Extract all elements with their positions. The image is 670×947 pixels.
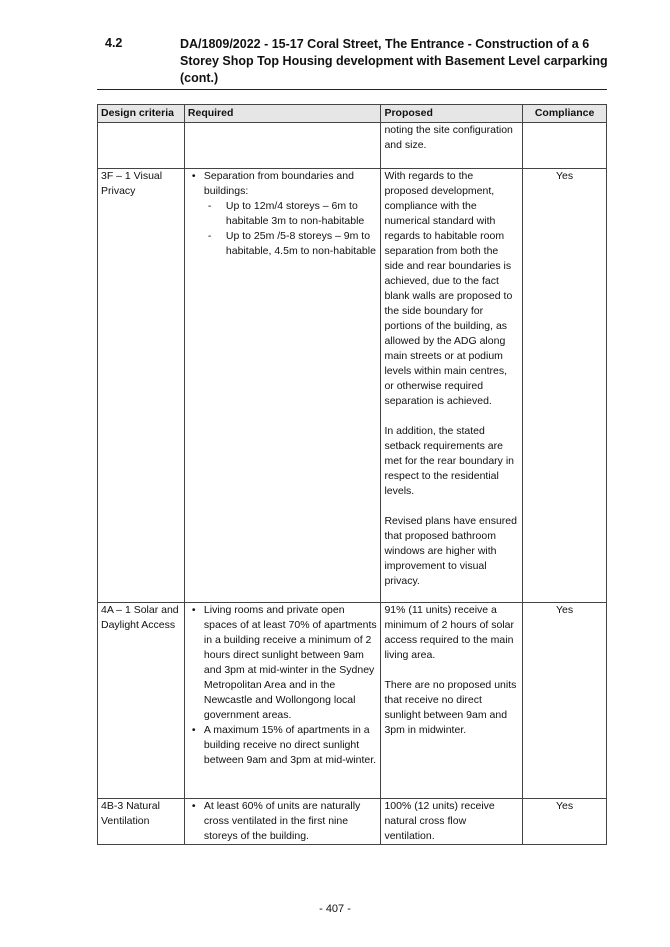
- proposed-text: 91% (11 units) receive a minimum of 2 hours of solar access required to the main living area.: [384, 604, 515, 661]
- proposed-text: Revised plans have ensured that proposed bathroom windows are higher with improvement to visual privacy.: [384, 515, 517, 587]
- required-cell: [184, 603, 381, 799]
- compliance-cell: Yes: [523, 799, 607, 845]
- proposed-cell: [381, 169, 523, 603]
- compliance-cell: Yes: [523, 169, 607, 603]
- table-row: [98, 169, 607, 603]
- header-required: Required: [184, 105, 381, 123]
- required-text: Separation from boundaries and buildings:: [203, 170, 354, 197]
- section-title: DA/1809/2022 - 15-17 Coral Street, The Entrance - Construction of a 6 Storey Shop Top Housing development with Basement Level carparking (cont.): [180, 37, 608, 85]
- criteria-cell: 4B-3 Natural Ventilation: [98, 799, 185, 845]
- section-number: 4.2: [105, 36, 123, 50]
- compliance-cell: [523, 123, 607, 169]
- required-sub-item: - Up to 25m /5-8 storeys – 9m to habitable, 4.5m to non-habitable: [204, 229, 378, 259]
- required-bullet: • Living rooms and private open spaces of at least 70% of apartments in a building receive a minimum of 2 hours direct sunlight between 9am and 3pm at mid-winter in the Sydney Metropolitan Area and in the Newcastle and Wollongong local government areas.: [188, 603, 378, 723]
- proposed-text: 100% (12 units) receive natural cross flow ventilation.: [384, 800, 495, 842]
- proposed-cell: [381, 603, 523, 799]
- proposed-cell: [381, 799, 523, 845]
- required-bullet: • A maximum 15% of apartments in a building receive no direct sunlight between 9am and 3pm at mid-winter.: [188, 723, 378, 768]
- table-row: [98, 799, 607, 845]
- header-proposed: Proposed: [381, 105, 523, 123]
- compliance-cell: Yes: [523, 603, 607, 799]
- design-criteria-table: [97, 104, 607, 845]
- table-row: [98, 603, 607, 799]
- header-compliance: Compliance: [523, 105, 607, 123]
- heading-divider: [97, 89, 607, 90]
- required-bullet: • At least 60% of units are naturally cross ventilated in the first nine storeys of the building.: [188, 799, 378, 844]
- proposed-text: In addition, the stated setback requirements are met for the rear boundary in respect to the residential levels.: [384, 425, 515, 497]
- criteria-cell: [98, 123, 185, 169]
- required-bullet: [188, 169, 378, 259]
- page-number: - 407 -: [319, 903, 351, 915]
- table-header-row: [98, 105, 607, 123]
- table-row: [98, 123, 607, 169]
- header-design-criteria: Design criteria: [98, 105, 185, 123]
- proposed-text: With regards to the proposed development, compliance with the numerical standard with regards to habitable room separation from both the side and rear boundaries is achieved, due to the fact blank walls are proposed to the side boundary for portions of the building, as allowed by the ADG along main streets or at podium levels within main centres, or otherwise required separation is achieved.: [384, 170, 513, 407]
- required-cell: [184, 123, 381, 169]
- required-sub-item: - Up to 12m/4 storeys – 6m to habitable 3m to non-habitable: [204, 199, 378, 229]
- proposed-cell: [381, 123, 523, 169]
- proposed-text: noting the site configuration and size.: [384, 124, 513, 151]
- required-cell: [184, 799, 381, 845]
- criteria-cell: 4A – 1 Solar and Daylight Access: [98, 603, 185, 799]
- criteria-cell: 3F – 1 Visual Privacy: [98, 169, 185, 603]
- required-cell: [184, 169, 381, 603]
- proposed-text: There are no proposed units that receive no direct sunlight between 9am and 3pm in midwinter.: [384, 679, 517, 736]
